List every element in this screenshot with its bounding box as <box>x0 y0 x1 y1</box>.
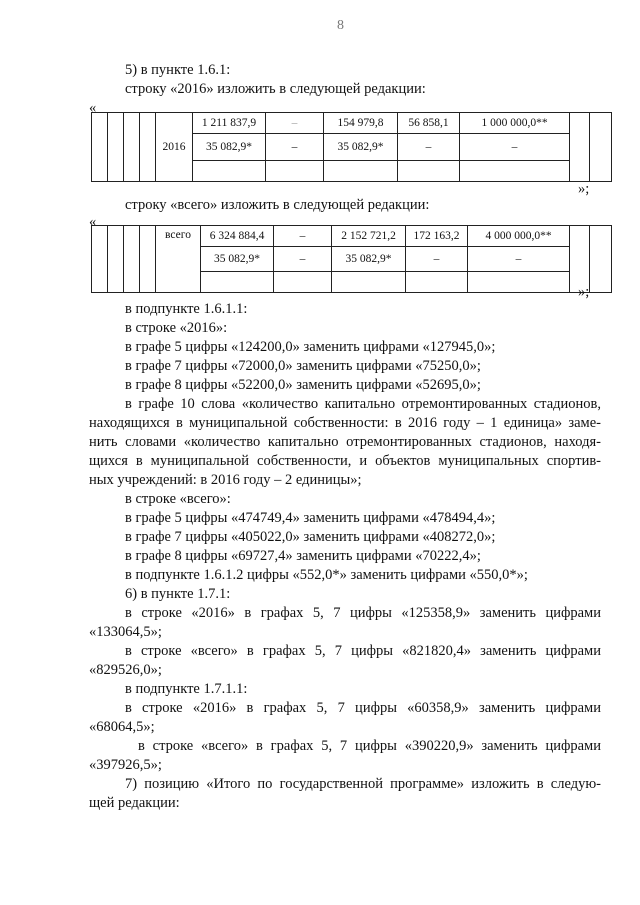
text-line: в графе 5 цифры «124200,0» заменить цифрами «127945,0»; <box>125 339 496 355</box>
table-cell <box>124 113 140 182</box>
table-cell: 35 082,9* <box>193 134 266 161</box>
text-line: в строке «всего» в графах 5, 7 цифры «390220,9» заменить цифрами <box>138 738 601 754</box>
text-line: в графе 8 цифры «52200,0» заменить цифрами «52695,0»; <box>125 377 481 393</box>
table-cell: 35 082,9* <box>201 247 274 272</box>
text-line: находящихся в муниципальной собственности: в 2016 году – 1 единица» заме- <box>89 415 601 431</box>
text-line: в графе 7 цифры «72000,0» заменить цифрами «75250,0»; <box>125 358 481 374</box>
table-cell: 154 979,8 <box>324 113 398 134</box>
table-cell <box>590 226 612 293</box>
table-row-label: 2016 <box>156 113 193 182</box>
table-cell <box>201 272 274 293</box>
text-line: в графе 7 цифры «405022,0» заменить цифрами «408272,0»; <box>125 529 496 545</box>
table-cell <box>140 226 156 293</box>
text-line: «397926,5»; <box>89 757 162 773</box>
table-cell: – <box>468 247 570 272</box>
text-line: 6) в пункте 1.7.1: <box>125 586 231 602</box>
table-cell <box>92 226 108 293</box>
table-cell <box>274 272 332 293</box>
page-number: 8 <box>337 18 344 33</box>
item-5-heading: 5) в пункте 1.6.1: <box>125 62 231 78</box>
text-line: в строке «2016» в графах 5, 7 цифры «60358,9» заменить цифрами <box>125 700 601 716</box>
table-cell: – <box>460 134 570 161</box>
table-cell <box>398 161 460 182</box>
text-line: в подпункте 1.6.1.2 цифры «552,0*» заменить цифрами «550,0*»; <box>125 567 528 583</box>
text-line: в графе 5 цифры «474749,4» заменить цифрами «478494,4»; <box>125 510 496 526</box>
table-row-total <box>91 225 612 293</box>
table-cell <box>468 272 570 293</box>
table-cell: – <box>266 113 324 134</box>
row-total-intro: строку «всего» изложить в следующей редакции: <box>125 197 430 213</box>
table-cell <box>108 226 124 293</box>
text-line: в строке «2016»: <box>125 320 228 336</box>
text-line: нить словами «количество капитально отремонтированных стадионов, находя- <box>89 434 601 450</box>
table-cell: – <box>266 134 324 161</box>
text-line: щей редакции: <box>89 795 180 811</box>
text-line: в графе 10 слова «количество капитально отремонтированных стадионов, <box>125 396 601 412</box>
table-cell <box>332 272 406 293</box>
table-cell: 4 000 000,0** <box>468 226 570 247</box>
table-cell <box>108 113 124 182</box>
text-line: щихся в муниципальной собственности, и объектов муниципальных спортив- <box>89 453 601 469</box>
table-cell: 35 082,9* <box>324 134 398 161</box>
table-cell: 172 163,2 <box>406 226 468 247</box>
text-line: в строке «всего» в графах 5, 7 цифры «821820,4» заменить цифрами <box>125 643 601 659</box>
table-cell: 1 211 837,9 <box>193 113 266 134</box>
open-quote-1: « <box>89 100 97 116</box>
table-cell: 6 324 884,4 <box>201 226 274 247</box>
table-cell <box>590 113 612 182</box>
text-line: 7) позицию «Итого по государственной программе» изложить в следую- <box>125 776 601 792</box>
table-cell: 35 082,9* <box>332 247 406 272</box>
text-line: «133064,5»; <box>89 624 162 640</box>
table-cell: – <box>274 226 332 247</box>
table-cell <box>266 161 324 182</box>
text-line: в строке «всего»: <box>125 491 231 507</box>
table-row-2016 <box>91 112 612 182</box>
table-cell: – <box>398 134 460 161</box>
text-line: в графе 8 цифры «69727,4» заменить цифрами «70222,4»; <box>125 548 481 564</box>
text-line: в строке «2016» в графах 5, 7 цифры «125358,9» заменить цифрами <box>125 605 601 621</box>
table-cell: – <box>274 247 332 272</box>
table-cell <box>140 113 156 182</box>
table-cell: – <box>406 247 468 272</box>
text-line: «829526,0»; <box>89 662 162 678</box>
open-quote-2: « <box>89 214 97 230</box>
table-cell: 2 152 721,2 <box>332 226 406 247</box>
text-line: в подпункте 1.6.1.1: <box>125 301 248 317</box>
text-line: ных учреждений: в 2016 году – 2 единицы»; <box>89 472 362 488</box>
table-cell: 56 858,1 <box>398 113 460 134</box>
table-cell <box>92 113 108 182</box>
table-cell <box>460 161 570 182</box>
table-row-label: всего <box>156 226 201 293</box>
table-cell <box>324 161 398 182</box>
close-quote-1: »; <box>578 181 590 197</box>
table-cell: 1 000 000,0** <box>460 113 570 134</box>
table-cell <box>570 113 590 182</box>
table-cell <box>193 161 266 182</box>
text-line: «68064,5»; <box>89 719 155 735</box>
row-2016-intro: строку «2016» изложить в следующей редакции: <box>125 81 426 97</box>
table-cell <box>406 272 468 293</box>
text-line: в подпункте 1.7.1.1: <box>125 681 248 697</box>
table-cell <box>124 226 140 293</box>
close-quote-2: »; <box>578 284 590 300</box>
